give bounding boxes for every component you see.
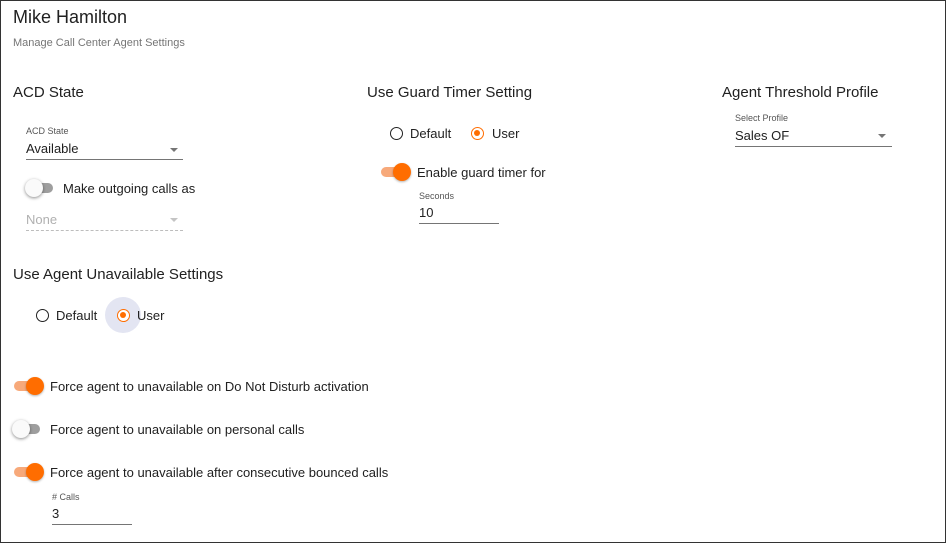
acd-state-label: ACD State [26,126,69,136]
personal-calls-toggle[interactable] [12,419,44,439]
outgoing-calls-value: None [26,212,58,227]
acd-state-value: Available [26,141,79,156]
toggle-thumb [26,377,44,395]
guard-timer-toggle[interactable] [379,162,411,182]
toggle-thumb [393,163,411,181]
guard-timer-section-title: Use Guard Timer Setting [367,84,533,101]
toggle-thumb [26,463,44,481]
outgoing-calls-select [26,209,183,231]
page-subtitle: Manage Call Center Agent Settings [13,37,185,49]
page-title: Mike Hamilton [13,7,128,27]
calls-count-input[interactable] [52,503,132,525]
chevron-down-icon [878,134,886,138]
outgoing-calls-underline [26,230,183,231]
seconds-label: Seconds [419,191,455,201]
unavailable-user-label: User [137,308,165,323]
guard-timer-default-label: Default [410,126,452,141]
seconds-input[interactable] [419,202,499,224]
select-profile-label: Select Profile [735,113,789,123]
guard-timer-user-radio[interactable] [471,127,484,140]
unavailable-default-radio[interactable] [36,309,49,322]
seconds-value: 10 [419,205,434,220]
toggle-thumb [25,179,43,197]
outgoing-calls-label: Make outgoing calls as [63,181,196,196]
unavailable-section-title: Use Agent Unavailable Settings [13,266,224,283]
profile-select[interactable] [735,125,892,147]
profile-underline [735,146,892,147]
bounced-calls-toggle[interactable] [12,462,44,482]
outgoing-calls-toggle[interactable] [25,178,57,198]
guard-timer-default-radio[interactable] [390,127,403,140]
unavailable-default-label: Default [56,308,98,323]
dnd-toggle-label: Force agent to unavailable on Do Not Disturb activation [50,379,369,394]
toggle-thumb [12,420,30,438]
chevron-down-icon [170,218,178,222]
unavailable-user-radio[interactable] [117,309,130,322]
calls-count-underline [52,524,132,525]
profile-value: Sales OF [735,128,790,143]
acd-state-underline [26,159,183,160]
calls-count-label: # Calls [52,492,80,502]
bounced-calls-toggle-label: Force agent to unavailable after consecutive bounced calls [50,465,389,480]
personal-calls-toggle-label: Force agent to unavailable on personal calls [50,422,305,437]
acd-state-select[interactable] [26,138,183,160]
acd-section-title: ACD State [13,84,84,101]
chevron-down-icon [170,148,178,152]
seconds-underline [419,223,499,224]
dnd-toggle[interactable] [12,376,44,396]
guard-timer-user-label: User [492,126,520,141]
threshold-section-title: Agent Threshold Profile [722,84,879,101]
calls-count-value: 3 [52,506,60,521]
guard-timer-toggle-label: Enable guard timer for [417,165,546,180]
